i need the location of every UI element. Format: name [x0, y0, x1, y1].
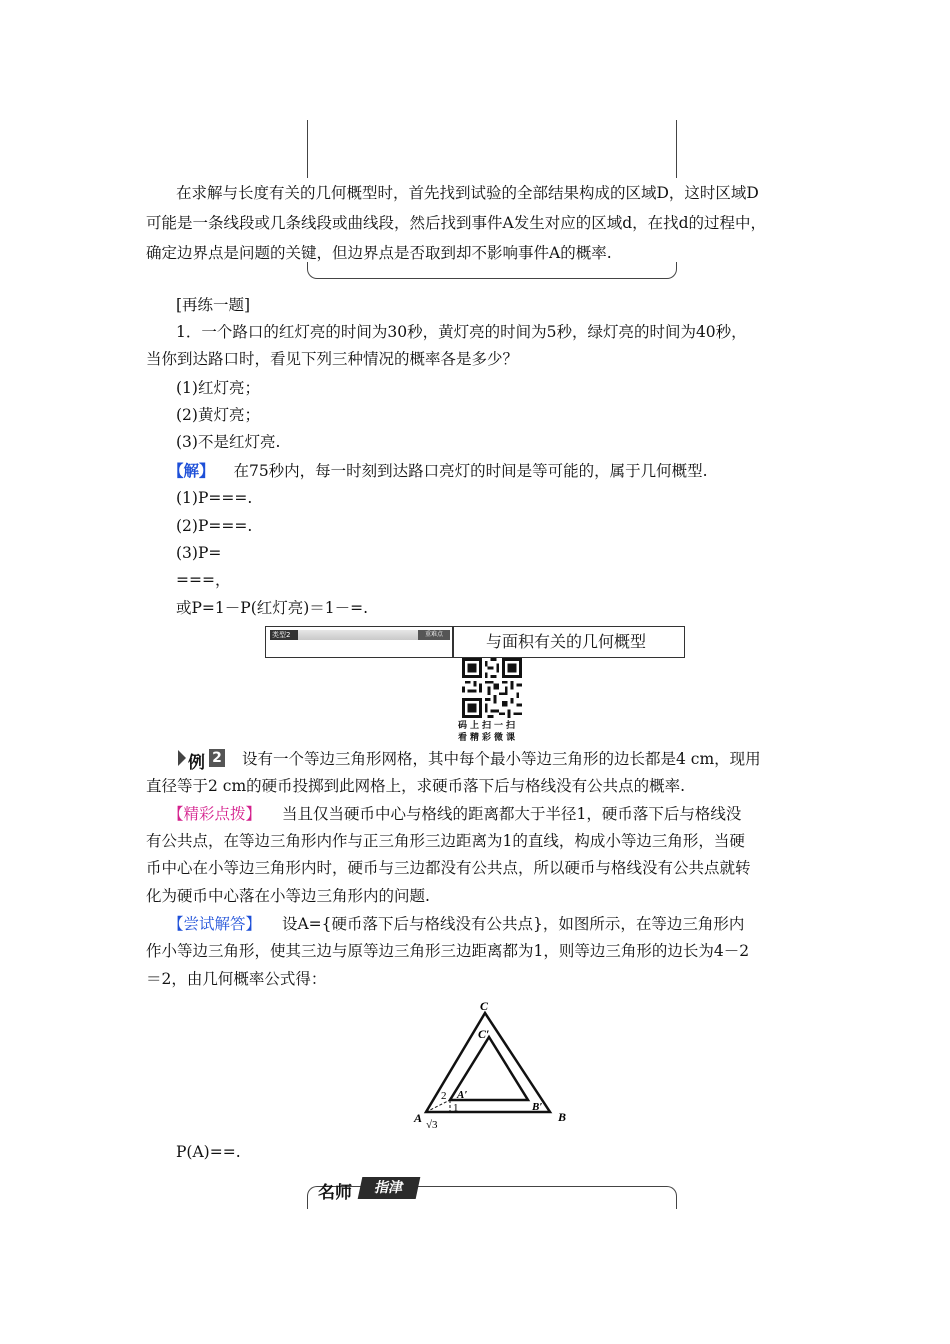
- answer-3: (3)P=: [176, 544, 222, 562]
- hint-tag: 【精彩点拨】: [168, 805, 262, 823]
- type-header: [265, 626, 685, 658]
- example-line-2: 直径等于2 cm的硬币投掷到此网格上，求硬币落下后与格线没有公共点的概率.: [146, 777, 686, 795]
- hint-line-2: 有公共点，在等边三角形内作与正三角形三边距离为1的直线，构成小等边三角形，当硬: [146, 832, 745, 850]
- label-A-prime: A′: [457, 1089, 468, 1101]
- top-frame: [307, 120, 677, 178]
- try-tag: 【尝试解答】: [168, 915, 262, 933]
- summary-frame-bottom: [307, 262, 677, 279]
- solution-text: 在75秒内，每一时刻到达路口亮灯的时间是等可能的，属于几何概型.: [233, 462, 708, 480]
- label-one: 1: [453, 1102, 459, 1114]
- answer-2: (2)P===.: [176, 517, 253, 535]
- label-C-prime: C′: [478, 1027, 490, 1041]
- solution-line: [168, 461, 708, 481]
- answer-1: (1)P===.: [176, 489, 253, 507]
- label-two: 2: [441, 1090, 447, 1102]
- result-line: P(A)==.: [176, 1143, 241, 1161]
- tips-badge: 指津: [358, 1177, 421, 1199]
- practice-q1-line2: 当你到达路口时，看见下列三种情况的概率各是多少？: [146, 350, 519, 368]
- try-line-2: 作小等边三角形，使其三边与原等边三角形三边距离都为1，则等边三角形的边长为4－2: [146, 942, 750, 960]
- hint-line-4: 化为硬币中心落在小等边三角形内的问题.: [146, 887, 430, 905]
- triangle-figure: [410, 997, 575, 1133]
- play-icon: [178, 750, 186, 766]
- practice-item-3: (3)不是红灯亮.: [176, 433, 281, 451]
- answer-alt: 或P=1－P(红灯亮)＝1－=.: [176, 599, 369, 617]
- summary-line-2: 可能是一条线段或几条线段或曲线段，然后找到事件A发生对应的区域d，在找d的过程中，: [146, 214, 767, 232]
- type-badge: 类型2: [270, 630, 298, 640]
- summary-line-3: 确定边界点是问题的关键，但边界点是否取到却不影响事件A的概率.: [146, 244, 612, 262]
- example-number: 2: [209, 749, 225, 767]
- type-title: 与面积有关的几何概型: [486, 632, 647, 651]
- hint-text-1: 当且仅当硬币中心与格线的距离都大于半径1，硬币落下后与格线没: [281, 805, 742, 823]
- try-line-1: [168, 914, 744, 934]
- tips-label: 名师: [318, 1183, 352, 1203]
- qr-code-icon[interactable]: [461, 658, 523, 718]
- practice-heading: [再练一题]: [176, 296, 251, 314]
- practice-item-2: (2)黄灯亮；: [176, 406, 260, 424]
- answer-3-cont: ===，: [176, 571, 231, 589]
- summary-line-1: 在求解与长度有关的几何概型时，首先找到试验的全部结果构成的区域D，这时区域D: [176, 184, 759, 202]
- practice-q1-line1: 1．一个路口的红灯亮的时间为30秒，黄灯亮的时间为5秒，绿灯亮的时间为40秒，: [176, 323, 747, 341]
- label-B-prime: B′: [532, 1101, 543, 1113]
- try-line-3: ＝2，由几何概率公式得：: [146, 970, 327, 988]
- example-label-text: 例: [188, 753, 205, 773]
- practice-item-1: (1)红灯亮；: [176, 379, 260, 397]
- try-text-1: 设A={硬币落下后与格线没有公共点}，如图所示，在等边三角形内: [281, 915, 745, 933]
- qr-caption-1: 码上扫一扫: [458, 721, 519, 731]
- type-tag: 重难点: [418, 630, 450, 640]
- solution-tag: 【解】: [168, 461, 215, 480]
- type-badge-bar: [270, 630, 450, 640]
- label-B: B: [558, 1110, 567, 1124]
- example-line-1: 设有一个等边三角形网格，其中每个最小等边三角形的边长都是4 cm，现用: [242, 750, 761, 768]
- type-divider: [452, 627, 454, 657]
- label-C: C: [480, 999, 489, 1013]
- hint-line-3: 币中心在小等边三角形内时，硬币与三边都没有公共点，所以硬币与格线没有公共点就转: [146, 859, 751, 877]
- hint-line-1: [168, 804, 741, 824]
- qr-caption-2: 看精彩微课: [458, 733, 519, 743]
- label-sqrt3: √3: [426, 1119, 438, 1131]
- label-A: A: [414, 1111, 423, 1125]
